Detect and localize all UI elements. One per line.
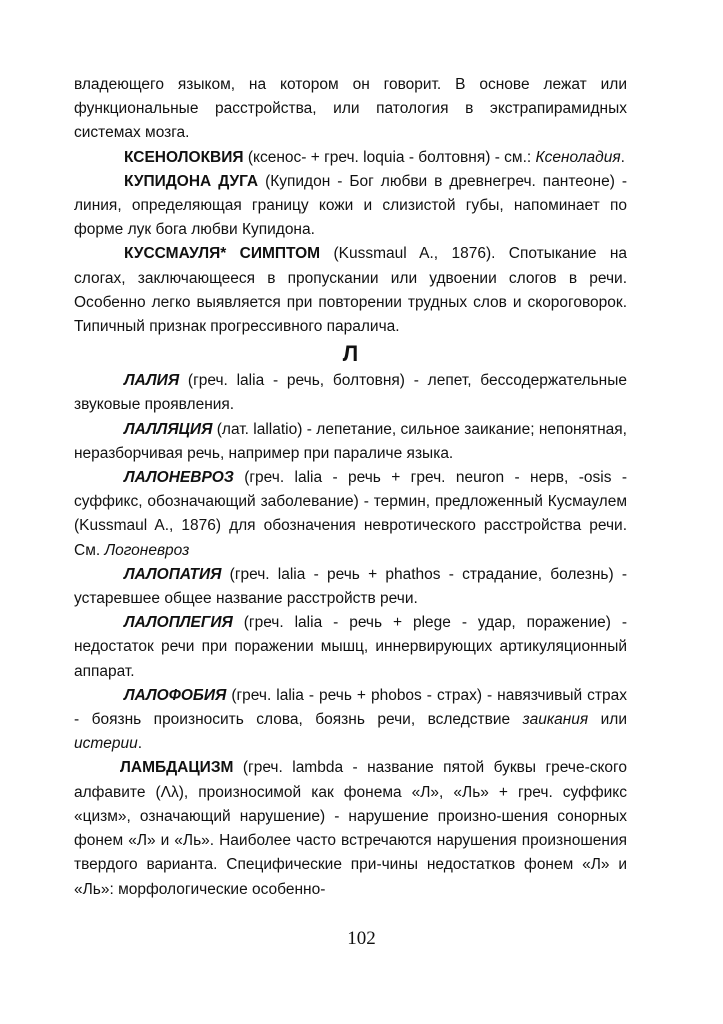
entry-laloneuroz (74, 466, 627, 563)
entry-text: . (137, 735, 143, 753)
entry-text: (лат. lallatio) - лепетание, сильное заикание; непонятная, неразборчивая речь, например при параличе языка. (74, 420, 627, 462)
entry-lallyatsiya (74, 418, 627, 466)
entry-continuation (74, 73, 627, 146)
entry-text: (греч. lalia - речь + phobos - страх) - навязчивый страх - боязнь произносить слова, боязнь речи, вследствие (74, 686, 627, 729)
entry-lalofobiya (74, 684, 627, 757)
entry-term: ЛАЛОНЕВРОЗ (124, 469, 234, 487)
entry-term: ЛАЛИЯ (124, 372, 180, 390)
dictionary-text (74, 73, 627, 902)
entry-term: ЛАЛОПЛЕГИЯ (124, 614, 233, 632)
entry-text: (греч. lalia - речь + plege - удар, поражение) - недостаток речи при поражении мышц, иннервирующих артикуляционный аппарат. (74, 614, 627, 680)
entry-kussmaul-symptom (74, 242, 627, 339)
entry-text: (Kussmaul A., 1876). Спотыкание на слогах, заключающееся в пропускании или удвоении слогов в речи. Особенно легко выявляется при повторении трудных слов и скороговорок. Типичный признак прогрессивного паралича. (74, 245, 628, 336)
entry-cross-reference: Ксеноладия (535, 148, 621, 166)
entry-text: (греч. lambda - название пятой буквы грече-ского алфавите (Λλ), произносимой как фонема «Л», «Ль» + греч. суффикс «цизм», означающий нарушение) - нарушение произно-шения сонорных фонем «Л» и «Ль». Наиболее часто встречаются нарушения произношения твердого варианта. Специфические при-чины недостатков фонем «Л» и «Ль»: морфологические особенно- (74, 759, 627, 898)
entry-cross-reference: Логоневроз (104, 541, 190, 559)
entry-text: (греч. lalia - речь, болтовня) - лепет, бессодержательные звуковые проявления. (74, 372, 627, 414)
entry-term: КУПИДОНА ДУГА (124, 172, 259, 190)
entry-lambdatsizm (74, 756, 627, 901)
entry-laloplegiya (74, 611, 627, 684)
entry-xenolokviya (74, 146, 627, 170)
entry-text: или (588, 711, 627, 729)
entry-text: (греч. lalia - речь + греч. neuron - нерв, -osis - суффикс, обозначающий заболевание) - термин, предложенный Кусмаулем (Kussmaul A., 1876) для обозначения невротического расстройства речи. См. (74, 469, 627, 559)
entry-cupid-arc (74, 170, 627, 243)
entry-term: ЛАЛЛЯЦИЯ (124, 420, 213, 438)
entry-term: ЛАЛОПАТИЯ (124, 565, 222, 583)
entry-text: (ксенос- + греч. loquia - болтовня) - см.: (243, 148, 536, 166)
page-number: 102 (347, 928, 376, 949)
section-letter-heading: Л (342, 341, 359, 367)
entry-term: КУССМАУЛЯ* СИМПТОМ (124, 245, 321, 263)
entry-text: владеющего языком, на котором он говорит. В основе лежат или функциональные расстройства, или патология в экстрапирамидных системах мозга. (74, 76, 627, 142)
entry-term: ЛАЛОФОБИЯ (124, 686, 227, 704)
entry-laliya (74, 369, 627, 417)
entry-text: . (620, 148, 625, 166)
entry-cross-reference: заикания (522, 711, 589, 729)
entry-text: (Купидон - Бог любви в древнегреч. пантеоне) - линия, определяющая границу кожи и слизистой губы, напоминает по форме лук бога любви Купидона. (74, 172, 627, 239)
entry-term: ЛАМБДАЦИЗМ (120, 759, 234, 777)
entry-lalopatiya (74, 563, 627, 611)
entry-cross-reference: истерии (74, 735, 138, 753)
entry-text: (греч. lalia - речь + phathos - страдание, болезнь) - устаревшее общее название расстройств речи. (74, 565, 627, 608)
entry-term: КСЕНОЛОКВИЯ (124, 148, 244, 166)
